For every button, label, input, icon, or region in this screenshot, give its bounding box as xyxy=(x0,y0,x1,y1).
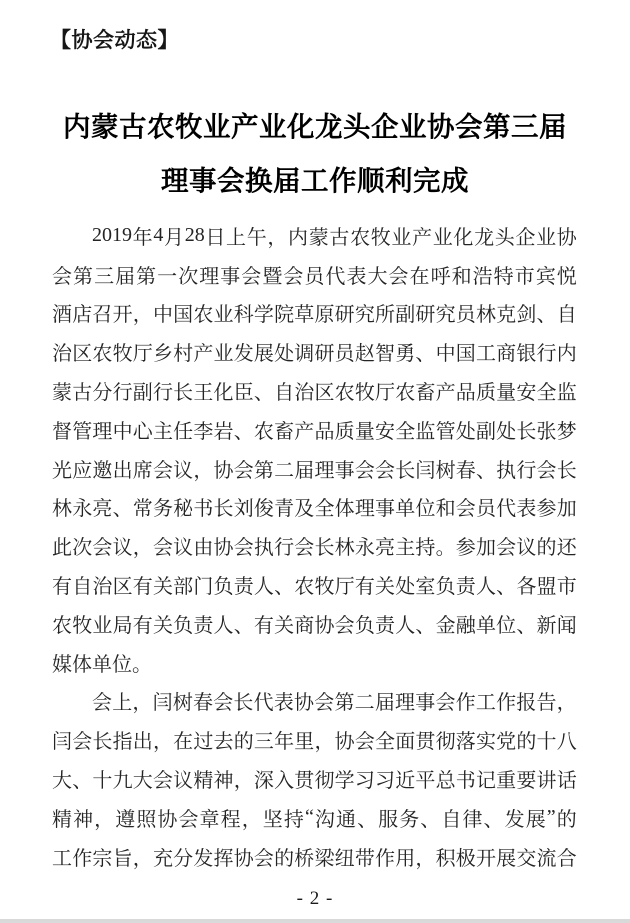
body-line: 大 、 十 九 大 会 议 精 神 ， 深 入 贯 彻 学 习 习 近 平 总 书 记 重 要 讲 话 xyxy=(52,770,577,793)
body-line: 农 牧 业 局 有 关 负 责 人 、 有 关 商 协 会 负 责 人 、 金 融 单 位 、 新 闻 xyxy=(52,614,577,637)
page-number: - 2 - xyxy=(296,888,334,909)
article-title-line-1: 内蒙古农牧业产业化龙头企业协会第三届 xyxy=(63,111,567,142)
body-line: 闫 会 长 指 出 ， 在 过 去 的 三 年 里 ， 协 会 全 面 贯 彻 落 实 党 的 十 八 xyxy=(52,731,577,754)
paragraph xyxy=(52,682,577,876)
body-line: 酒 店 召 开 ， 中 国 农 业 科 学 院 草 原 研 究 所 副 研 究 员 林 克 剑 、 自 xyxy=(52,304,577,327)
body-line: 有 自 治 区 有 关 部 门 负 责 人 、 农 牧 厅 有 关 处 室 负 责 人 、 各 盟 市 xyxy=(52,576,577,599)
body-line: 林 永 亮 、 常 务 秘 书 长 刘 俊 青 及 全 体 理 事 单 位 和 会 员 代 表 参 加 xyxy=(52,498,577,521)
body-line: 治 区 农 牧 厅 乡 村 产 业 发 展 处 调 研 员 赵 智 勇 、 中 国 工 商 银 行 内 xyxy=(52,343,577,366)
section-tag: 【协会动态】 xyxy=(50,29,179,52)
body-line: 光 应 邀 出 席 会 议 ， 协 会 第 二 届 理 事 会 会 长 闫 树 春 、 执 行 会 长 xyxy=(52,459,577,482)
body-line: 督 管 理 中 心 主 任 李 岩 、 农 畜 产 品 质 量 安 全 监 管 处 副 处 长 张 梦 xyxy=(52,420,577,443)
paragraph xyxy=(52,216,577,682)
body-line: 蒙 古 分 行 副 行 长 王 化 臣 、 自 治 区 农 牧 厅 农 畜 产 品 质 量 安 全 监 xyxy=(52,382,577,405)
body-line: 会 第 三 届 第 一 次 理 事 会 暨 会 员 代 表 大 会 在 呼 和 浩 特 市 宾 悦 xyxy=(52,265,577,288)
article-title-line-2: 理事会换届工作顺利完成 xyxy=(161,165,469,196)
body-line: 此 次 会 议 ， 会 议 由 协 会 执 行 会 长 林 永 亮 主 持 。 参 加 会 议 的 还 xyxy=(52,537,577,560)
page-bottom-edge xyxy=(0,919,630,923)
body-line: 媒 体 单 位 。 xyxy=(52,653,152,676)
body-line: 工 作 宗 旨 ， 充 分 发 挥 协 会 的 桥 梁 纽 带 作 用 ， 积 极 开 展 交 流 合 xyxy=(52,847,577,870)
body-line: 精 神 ， 遵 照 协 会 章 程 ， 坚 持 “ 沟 通 、 服 务 、 自 律 、 发 展 ” 的 xyxy=(52,805,577,831)
body-line: 会 上 ， 闫 树 春 会 长 代 表 协 会 第 二 届 理 事 会 作 工 作 报 告 ， xyxy=(92,692,577,715)
body-line: 2019 年 4 月 28 日 上 午 ， 内 蒙 古 农 牧 业 产 业 化 龙 头 企 业 协 xyxy=(92,223,577,249)
article-body xyxy=(52,216,577,876)
article-title xyxy=(0,100,630,208)
